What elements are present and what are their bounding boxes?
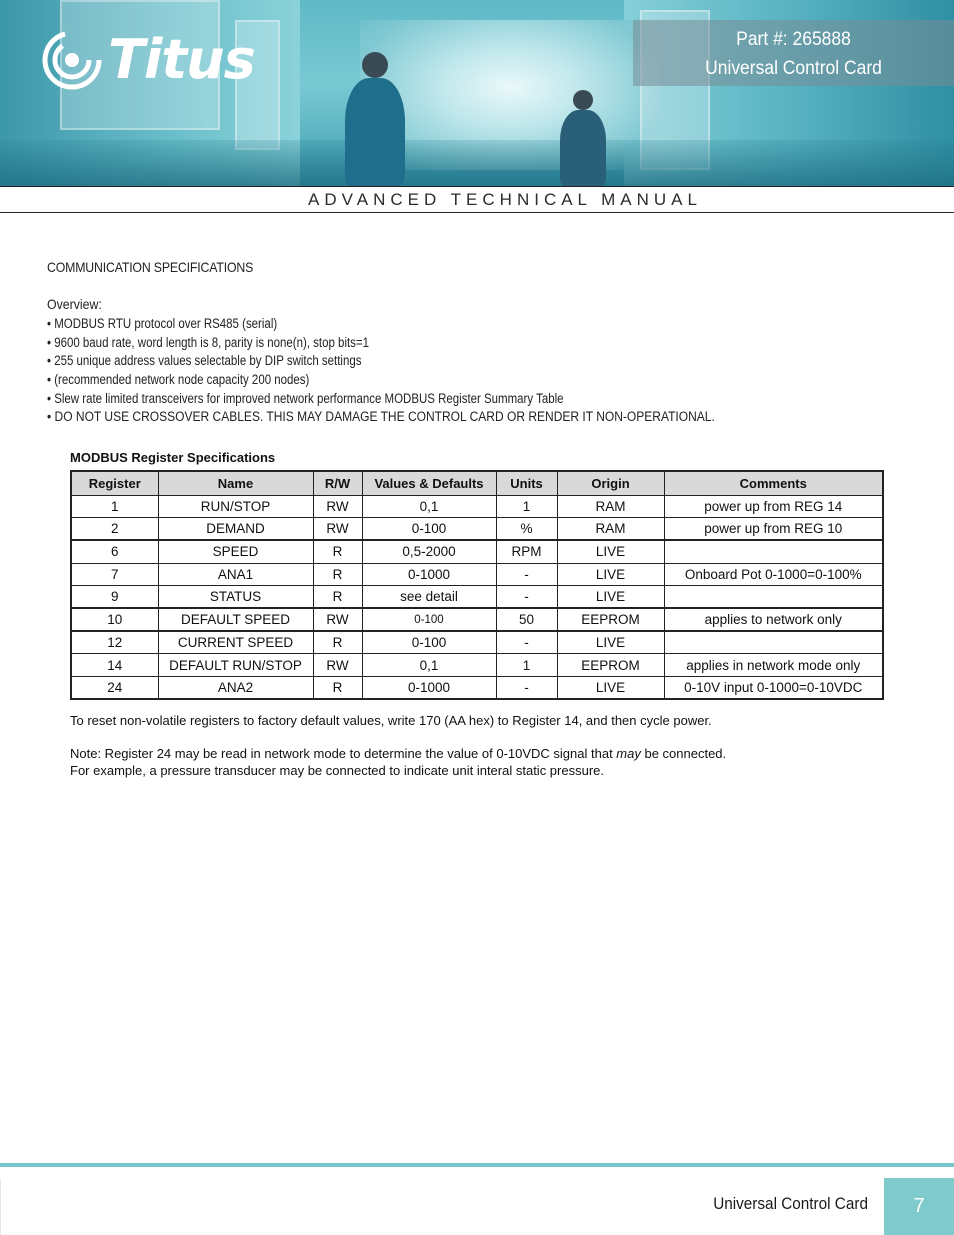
column-header: R/W <box>313 471 362 495</box>
table-row <box>71 586 883 609</box>
table-cell: RAM <box>557 495 664 518</box>
table-cell: R <box>313 563 362 586</box>
column-header: Register <box>71 471 158 495</box>
table-row <box>71 654 883 677</box>
table-cell: 0-1000 <box>362 563 496 586</box>
banner-floor <box>0 140 954 186</box>
table-cell: 14 <box>71 654 158 677</box>
table-cell: LIVE <box>557 563 664 586</box>
table-cell: 0,1 <box>362 495 496 518</box>
table-cell: 0-100 <box>362 608 496 631</box>
table-cell: 0-100 <box>362 631 496 654</box>
table-cell: RW <box>313 608 362 631</box>
table-cell: RAM <box>557 518 664 541</box>
table-cell: STATUS <box>158 586 313 609</box>
table-cell: LIVE <box>557 586 664 609</box>
column-header: Values & Defaults <box>362 471 496 495</box>
table-cell: R <box>313 540 362 563</box>
banner-figure <box>345 78 405 186</box>
column-header: Units <box>496 471 557 495</box>
table-row <box>71 518 883 541</box>
list-item: • 9600 baud rate, word length is 8, parity is none(n), stop bits=1 <box>47 334 370 350</box>
table-cell: LIVE <box>557 631 664 654</box>
table-header-row <box>71 471 883 495</box>
footer-rule <box>0 1163 954 1167</box>
overview-label: Overview: <box>47 296 102 312</box>
table-cell: 2 <box>71 518 158 541</box>
example-note: For example, a pressure transducer may be connected to indicate unit interal static pressure. <box>70 763 604 778</box>
list-item: • (recommended network node capacity 200 nodes) <box>47 372 310 388</box>
table-cell: EEPROM <box>557 654 664 677</box>
table-cell: % <box>496 518 557 541</box>
titus-logo <box>42 28 255 92</box>
table-cell: DEFAULT RUN/STOP <box>158 654 313 677</box>
table-cell: 1 <box>496 654 557 677</box>
list-item: • 255 unique address values selectable by DIP switch settings <box>47 353 362 369</box>
table-cell: 0-100 <box>362 518 496 541</box>
footer-edge-line <box>0 1180 1 1235</box>
table-cell: 24 <box>71 677 158 700</box>
part-number: Part #: 265888 <box>736 29 851 50</box>
table-cell: 50 <box>496 608 557 631</box>
table-cell: 1 <box>496 495 557 518</box>
table-cell: RPM <box>496 540 557 563</box>
reset-note: To reset non-volatile registers to factory default values, write 170 (AA hex) to Register 14, and then cycle power. <box>70 713 712 728</box>
table-cell: see detail <box>362 586 496 609</box>
table-cell: applies to network only <box>664 608 883 631</box>
table-cell: SPEED <box>158 540 313 563</box>
column-header: Origin <box>557 471 664 495</box>
banner-figure-head <box>573 90 593 110</box>
table-cell: RW <box>313 654 362 677</box>
table-cell: 0-1000 <box>362 677 496 700</box>
table-cell: 1 <box>71 495 158 518</box>
column-header: Name <box>158 471 313 495</box>
section-heading: COMMUNICATION SPECIFICATIONS <box>47 259 254 275</box>
table-row <box>71 631 883 654</box>
table-title: MODBUS Register Specifications <box>70 450 276 465</box>
titus-swirl-icon <box>42 30 102 90</box>
table-cell: ANA2 <box>158 677 313 700</box>
table-cell: LIVE <box>557 540 664 563</box>
list-item-warning: • DO NOT USE CROSSOVER CABLES. THIS MAY DAMAGE THE CONTROL CARD OR RENDER IT NON-OPERATIONAL. <box>47 409 715 425</box>
table-cell: - <box>496 677 557 700</box>
table-row <box>71 540 883 563</box>
table-cell: 0,1 <box>362 654 496 677</box>
table-cell: R <box>313 631 362 654</box>
table-cell: 0,5-2000 <box>362 540 496 563</box>
table-cell: 9 <box>71 586 158 609</box>
title-rule-top <box>0 186 954 187</box>
part-info-box <box>633 20 954 86</box>
product-name: Universal Control Card <box>705 58 882 79</box>
table-cell: - <box>496 586 557 609</box>
list-item: • MODBUS RTU protocol over RS485 (serial) <box>47 316 278 331</box>
table-cell: 0-10V input 0-1000=0-10VDC <box>664 677 883 700</box>
page-number: 7 <box>884 1178 954 1235</box>
table-row <box>71 563 883 586</box>
table-cell: - <box>496 563 557 586</box>
table-cell: 10 <box>71 608 158 631</box>
title-rule-bottom <box>0 212 954 213</box>
table-cell: RW <box>313 518 362 541</box>
table-row <box>71 608 883 631</box>
banner-figure <box>560 110 606 186</box>
table-cell: 12 <box>71 631 158 654</box>
spec-bullet-list <box>47 315 797 427</box>
list-item: • Slew rate limited transceivers for improved network performance MODBUS Register Summary Table <box>47 390 564 406</box>
emphasis-text: may <box>616 746 641 761</box>
brand-wordmark: Titus <box>108 28 255 91</box>
table-cell: RUN/STOP <box>158 495 313 518</box>
table-cell: power up from REG 10 <box>664 518 883 541</box>
table-cell: - <box>496 631 557 654</box>
table-cell: CURRENT SPEED <box>158 631 313 654</box>
table-cell <box>664 586 883 609</box>
manual-title: ADVANCED TECHNICAL MANUAL <box>308 190 702 209</box>
table-cell <box>664 540 883 563</box>
table-cell <box>664 631 883 654</box>
table-cell: ANA1 <box>158 563 313 586</box>
table-cell: power up from REG 14 <box>664 495 883 518</box>
table-cell: applies in network mode only <box>664 654 883 677</box>
table-cell: DEFAULT SPEED <box>158 608 313 631</box>
table-cell: RW <box>313 495 362 518</box>
table-row <box>71 677 883 700</box>
table-cell: R <box>313 586 362 609</box>
table-cell: R <box>313 677 362 700</box>
table-cell: DEMAND <box>158 518 313 541</box>
modbus-register-table <box>70 470 884 700</box>
register-24-note: Note: Register 24 may be read in network mode to determine the value of 0-10VDC signal that may be connected. <box>70 746 727 761</box>
column-header: Comments <box>664 471 883 495</box>
table-cell: EEPROM <box>557 608 664 631</box>
footer-product-label: Universal Control Card <box>713 1194 868 1213</box>
header-banner <box>0 0 954 186</box>
table-row <box>71 495 883 518</box>
table-cell: Onboard Pot 0-1000=0-100% <box>664 563 883 586</box>
banner-figure-head <box>362 52 388 78</box>
table-cell: 6 <box>71 540 158 563</box>
table-cell: LIVE <box>557 677 664 700</box>
table-cell: 7 <box>71 563 158 586</box>
